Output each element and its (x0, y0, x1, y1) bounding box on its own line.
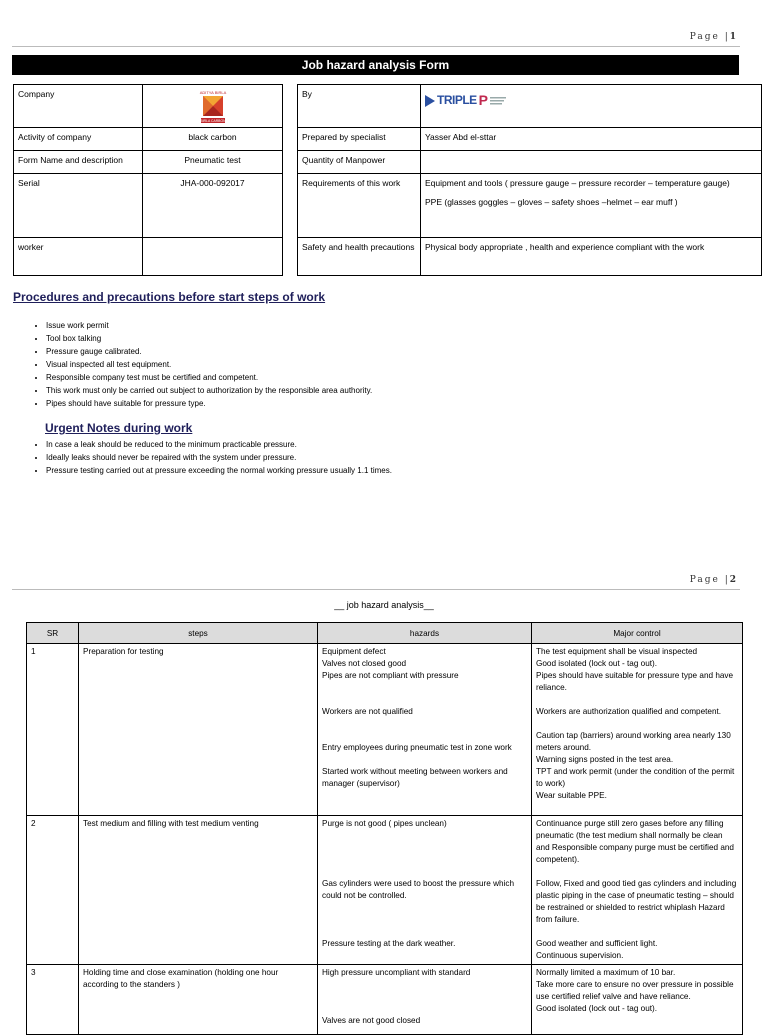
company-info-table (13, 84, 283, 276)
list-item: • Responsible company test must be certified and competent. (46, 371, 372, 384)
by-label: By (298, 85, 421, 128)
list-item: • In case a leak should be reduced to the minimum practicable pressure. (46, 438, 392, 451)
company-label: Company (14, 85, 143, 128)
sr-cell: 3 (27, 965, 79, 1035)
safety-value: Physical body appropriate , health and experience compliant with the work (421, 238, 762, 276)
activity-value: black carbon (143, 128, 283, 151)
hazard-analysis-subtitle: __ job hazard analysis__ (334, 600, 434, 610)
form-title: Job hazard analysis Form (12, 55, 739, 75)
prepared-value: Yasser Abd el-sttar (421, 128, 762, 151)
procedures-list (30, 319, 372, 410)
list-item: • This work must only be carried out subject to authorization by the responsible area authority. (46, 384, 372, 397)
svg-text:ADITYA BIRLA: ADITYA BIRLA (199, 90, 226, 95)
logo-tagline-icon (490, 96, 508, 106)
step-cell: Preparation for testing (79, 644, 318, 816)
hazards-cell: Purge is not good ( pipes unclean) Gas cylinders were used to boost the pressure which could not be controlled. Pressure testing at the dark weather. (318, 816, 532, 965)
safety-label: Safety and health precautions (298, 238, 421, 276)
serial-label: Serial (14, 174, 143, 238)
sr-cell: 2 (27, 816, 79, 965)
serial-value: JHA-000-092017 (143, 174, 283, 238)
urgent-notes-list (30, 438, 392, 477)
list-item: • Pressure testing carried out at pressure exceeding the normal working pressure usually 1.1 times. (46, 464, 392, 477)
requirements-value: Equipment and tools ( pressure gauge – pressure recorder – temperature gauge) PPE (glasses goggles – gloves – safety shoes –helmet – ear muff ) (421, 174, 762, 238)
work-info-table (297, 84, 762, 276)
requirements-label: Requirements of this work (298, 174, 421, 238)
hazard-analysis-table (26, 622, 743, 1035)
worker-value (143, 238, 283, 276)
worker-label: worker (14, 238, 143, 276)
column-header-sr: SR (27, 623, 79, 644)
column-header-steps: steps (79, 623, 318, 644)
table-row (27, 644, 743, 816)
list-item: • Pressure gauge calibrated. (46, 345, 372, 358)
list-item: • Issue work permit (46, 319, 372, 332)
hazards-cell: High pressure uncompliant with standard Valves are not good closed (318, 965, 532, 1035)
hazards-cell: Equipment defect Valves not closed good Pipes are not compliant with pressure Workers are not qualified Entry employees during pneumatic test in zone work Started work without meeting between workers and manager (supervisor) (318, 644, 532, 816)
form-name-label: Form Name and description (14, 151, 143, 174)
list-item: • Ideally leaks should never be repaired with the system under pressure. (46, 451, 392, 464)
manpower-label: Quantity of Manpower (298, 151, 421, 174)
column-header-major-control: Major control (532, 623, 743, 644)
by-logo (421, 85, 762, 128)
control-cell: The test equipment shall be visual inspected Good isolated (lock out - tag out). Pipes should have suitable for pressure type and have reliance. Workers are authorization qualified and competent. Caution tap (barriers) around working area nearly 130 meters around. Warning signs posted in the test area. TPT and work permit (under the condition of the permit to work) Wear suitable PPE. (532, 644, 743, 816)
svg-text:BIRLA CARBON: BIRLA CARBON (199, 119, 226, 123)
urgent-notes-title: Urgent Notes during work (45, 421, 193, 435)
table-row (27, 965, 743, 1035)
header-rule (12, 589, 740, 590)
page-number: Page |1 (689, 32, 736, 42)
prepared-label: Prepared by specialist (298, 128, 421, 151)
control-cell: Normally limited a maximum of 10 bar. Take more care to ensure no over pressure in possible use certified relief valve and have reliance. Good isolated (lock out - tag out). (532, 965, 743, 1035)
list-item: • Tool box talking (46, 332, 372, 345)
control-cell: Continuance purge still zero gases before any filling pneumatic (the test medium shall normally be clean and Responsible company purge must be certified and competent). Follow, Fixed and good tied gas cylinders and including plastic piping in the case of pneumatic testing – should be restrained or shielded to restrict whiplash Hazard from failure. Good weather and sufficient light. Continuous supervision. (532, 816, 743, 965)
page-number: Page |2 (689, 575, 736, 585)
company-logo (143, 85, 283, 128)
list-item: • Pipes should have suitable for pressure type. (46, 397, 372, 410)
aditya-birla-logo-icon (193, 90, 233, 124)
step-cell: Holding time and close examination (holding one hour according to the standers ) (79, 965, 318, 1035)
list-item: • Visual inspected all test equipment. (46, 358, 372, 371)
play-arrow-icon (425, 95, 435, 107)
step-cell: Test medium and filling with test medium venting (79, 816, 318, 965)
activity-label: Activity of company (14, 128, 143, 151)
manpower-value (421, 151, 762, 174)
triple-p-logo: TRIPLE P (425, 88, 757, 107)
sr-cell: 1 (27, 644, 79, 816)
header-rule (12, 46, 740, 47)
form-name-value: Pneumatic test (143, 151, 283, 174)
table-row (27, 816, 743, 965)
column-header-hazards: hazards (318, 623, 532, 644)
procedures-title: Procedures and precautions before start steps of work (13, 290, 326, 304)
